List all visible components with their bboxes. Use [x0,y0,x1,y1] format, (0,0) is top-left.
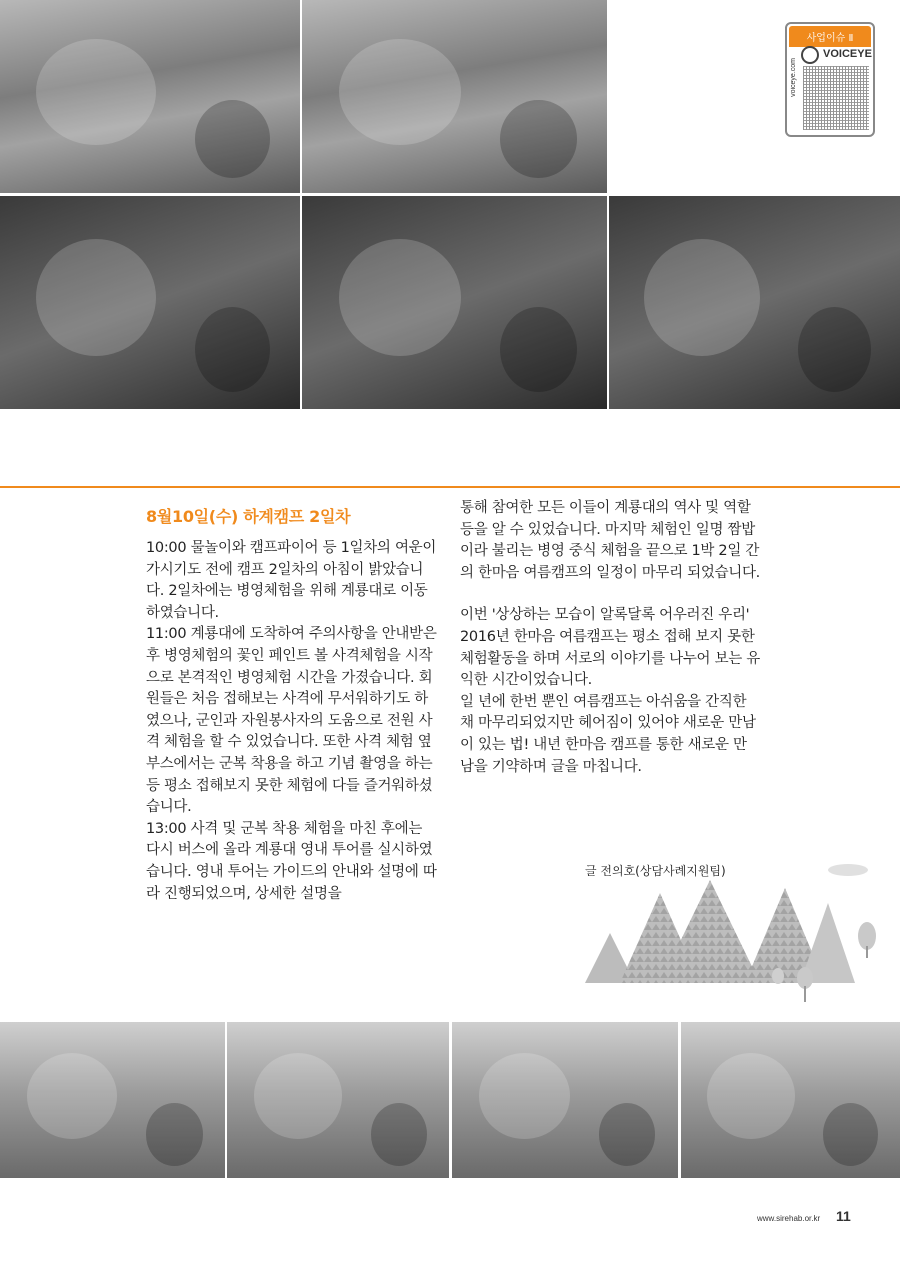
mountain-illustration [580,858,880,1008]
photo-uniform-group [681,1022,900,1178]
paragraph: 11:00 계룡대에 도착하여 주의사항을 안내받은 후 병영체험의 꽃인 페인트 볼 사격체험을 시작으로 본격적인 병영체험 시간을 가졌습니다. 회원들은 처음 접해보는 사격에 무서워하기도 하였으나, 군인과 자원봉사자의 도움으로 전원 사격 체험을 할 수 있었습니다. 또한 사격 체험 옆 부스에서는 군복 착용을 하고 기념 촬영을 하는 등 평소 접해보지 못한 체험에 다들 즐거워하셨습니다. [146,626,437,816]
photo-campfire-craft [0,196,300,409]
photo-rifle-shooting [452,1022,678,1178]
voiceye-logo-icon [801,46,819,64]
page-number: 11 [836,1208,851,1224]
photo-paintball-booth [227,1022,449,1178]
paragraph: 이번 '상상하는 모습이 알록달록 어우러진 우리' 2016년 한마음 여름캠프는 평소 접해 보지 못한 체험활동을 하며 서로의 이야기를 나누어 보는 유익한 시간이었습니다. [460,607,760,689]
paragraph: 13:00 사격 및 군복 착용 체험을 마친 후에는 다시 버스에 올라 계룡대 영내 투어를 실시하였습니다. 영내 투어는 가이드의 안내와 설명에 따라 진행되었으며, 상세한 설명을 [146,820,437,902]
paragraph: 통해 참여한 모든 이들이 계룡대의 역사 및 역할 등을 알 수 있었습니다. 마지막 체험인 일명 짬밥이라 불리는 병영 중식 체험을 끝으로 1박 2일 간의 한마음 여름캠프의 일정이 마무리 되었습니다. [460,500,760,581]
voiceye-url: voiceye.com [790,58,797,97]
byline: 글 전의호(상담사례지원팀) [585,864,726,878]
voiceye-code-icon [803,66,869,130]
section-tag: 사업이슈 Ⅱ [789,26,871,47]
photo-group-outdoor [0,1022,225,1178]
photo-campfire-circle [302,196,607,409]
paragraph: 일 년에 한번 뿐인 여름캠프는 아쉬움을 간직한 채 마무리되었지만 헤어짐이 있어야 새로운 만남이 있는 법! 내년 한마음 캠프를 통한 새로운 만남을 기약하며 글을 마칩니다. [460,693,756,775]
section-divider [0,486,900,488]
text-column-left [146,506,438,905]
paragraph: 10:00 물놀이와 캠프파이어 등 1일차의 여운이 가시기도 전에 캠프 2일차의 아침이 밝았습니다. 2일차에는 병영체험을 위해 계룡대로 이동하였습니다. [146,540,437,621]
footer-url: www.sirehab.or.kr [757,1214,821,1223]
photo-pool-floating [302,0,607,193]
section-heading: 8월10일(수) 하계캠프 2일차 [146,507,351,526]
voiceye-brand: VOICEYE [823,48,872,60]
voiceye-badge [785,22,875,137]
photo-pool-group [0,0,300,193]
photo-campfire-dance [609,196,900,409]
text-column-right [460,498,760,778]
